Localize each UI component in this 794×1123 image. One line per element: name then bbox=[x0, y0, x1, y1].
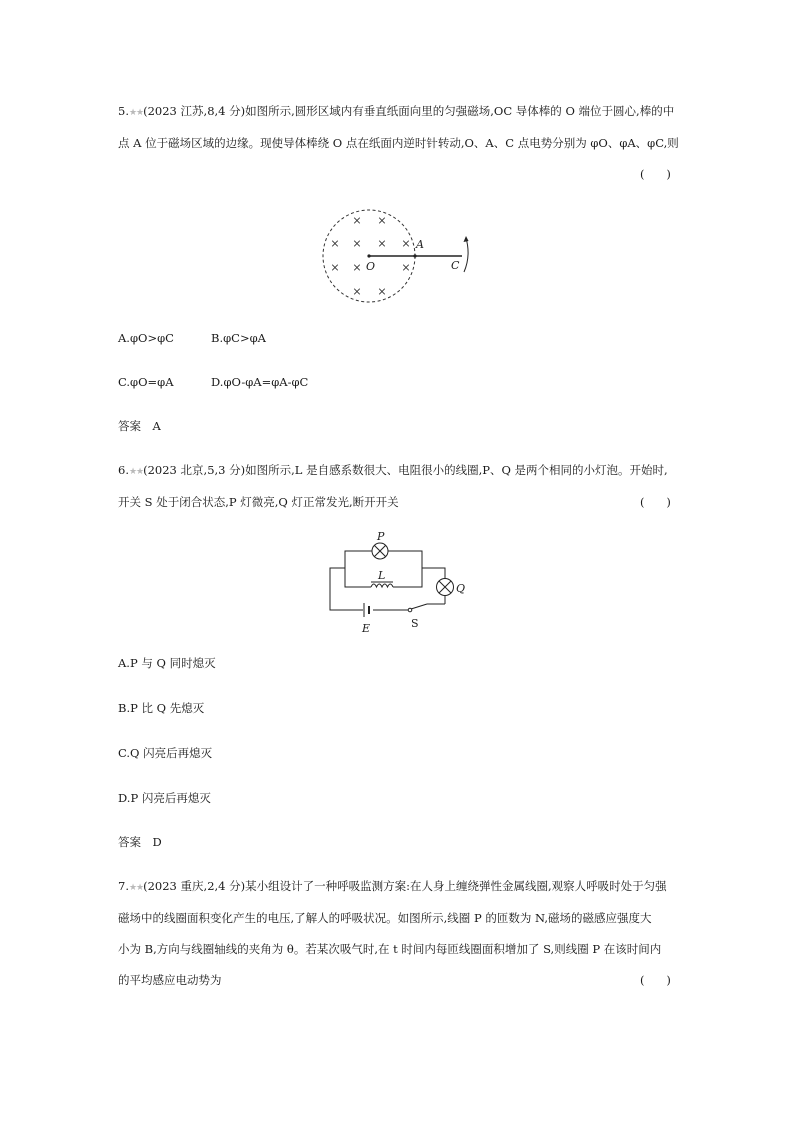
q5-option-B: B.φC>φA bbox=[211, 331, 266, 345]
q6-line2: 开关 S 处于闭合状态,P 灯微亮,Q 灯正常发光,断开开关 bbox=[118, 495, 399, 509]
label-L: L bbox=[378, 569, 386, 582]
q6-option-D: D.P 闪亮后再熄灭 bbox=[118, 791, 211, 805]
svg-text:×: × bbox=[330, 237, 340, 250]
q5-option-A: A.φO>φC bbox=[118, 331, 174, 345]
q6-answer: 答案 D bbox=[118, 835, 162, 849]
svg-text:×: × bbox=[352, 237, 362, 250]
q6-option-C: C.Q 闪亮后再熄灭 bbox=[118, 746, 213, 760]
label-P: P bbox=[377, 530, 385, 543]
q5-option-D: D.φO-φA=φA-φC bbox=[211, 375, 309, 389]
switch-icon bbox=[408, 604, 427, 612]
q5-answer-paren: ( ) bbox=[640, 167, 671, 181]
difficulty-stars-icon: ★★ bbox=[128, 467, 144, 477]
lamp-Q-icon bbox=[437, 579, 454, 596]
svg-text:×: × bbox=[401, 237, 411, 250]
label-E: E bbox=[362, 622, 371, 635]
q6-answer-paren: ( ) bbox=[640, 495, 671, 509]
q6-option-A: A.P 与 Q 同时熄灭 bbox=[118, 656, 216, 670]
q7-text-1: (2023 重庆,2,4 分)某小组设计了一种呼吸监测方案:在人身上缠绕弹性金属线圈,观察人呼吸时处于匀强 bbox=[143, 879, 667, 893]
svg-text:×: × bbox=[352, 214, 362, 227]
q5-number: 5. bbox=[118, 104, 129, 118]
battery-icon bbox=[364, 603, 369, 617]
q7-line1 bbox=[118, 878, 667, 896]
label-Q: Q bbox=[456, 582, 466, 595]
q7-line3: 小为 B,方向与线圈轴线的夹角为 θ。若某次吸气时,在 t 时间内每匝线圈面积增加了 S,则线圈 P 在该时间内 bbox=[118, 942, 662, 956]
lamp-P-icon bbox=[372, 543, 388, 559]
svg-text:×: × bbox=[352, 261, 362, 274]
label-A: A bbox=[416, 238, 424, 251]
difficulty-stars-icon: ★★ bbox=[128, 883, 144, 893]
q6-number: 6. bbox=[118, 463, 129, 477]
svg-text:×: × bbox=[377, 214, 387, 227]
inductor-coil-icon bbox=[371, 584, 393, 587]
svg-text:×: × bbox=[330, 261, 340, 274]
q5-option-C: C.φO=φA bbox=[118, 375, 174, 389]
svg-text:×: × bbox=[377, 285, 387, 298]
circuit-wire-P-branch bbox=[345, 551, 372, 568]
circuit-wire-outer bbox=[330, 568, 363, 610]
q5-answer: 答案 A bbox=[118, 419, 161, 433]
label-O: O bbox=[366, 260, 376, 273]
q7-answer-paren: ( ) bbox=[640, 973, 671, 987]
q7-line2: 磁场中的线圈面积变化产生的电压,了解人的呼吸状况。如图所示,线圈 P 的匝数为 N,磁场的磁感应强度大 bbox=[118, 911, 652, 925]
label-S: S bbox=[411, 617, 419, 630]
q5-text-1: (2023 江苏,8,4 分)如图所示,圆形区域内有垂直纸面向里的匀强磁场,OC 导体棒的 O 端位于圆心,棒的中 bbox=[143, 104, 675, 118]
svg-text:×: × bbox=[401, 261, 411, 274]
svg-text:×: × bbox=[352, 285, 362, 298]
label-C: C bbox=[451, 259, 460, 272]
q7-number: 7. bbox=[118, 879, 129, 893]
difficulty-stars-icon: ★★ bbox=[128, 108, 144, 118]
q5-line2: 点 A 位于磁场区域的边缘。现使导体棒绕 O 点在纸面内逆时针转动,O、A、C 点电势分别为 φO、φA、φC,则 bbox=[118, 136, 679, 150]
q7-line4: 的平均感应电动势为 bbox=[118, 973, 222, 987]
q6-text-1: (2023 北京,5,3 分)如图所示,L 是自感系数很大、电阻很小的线圈,P、Q 是两个相同的小灯泡。开始时, bbox=[143, 463, 668, 477]
svg-text:×: × bbox=[377, 237, 387, 250]
circuit-wire-L-branch bbox=[345, 568, 371, 587]
q6-option-B: B.P 比 Q 先熄灭 bbox=[118, 701, 205, 715]
